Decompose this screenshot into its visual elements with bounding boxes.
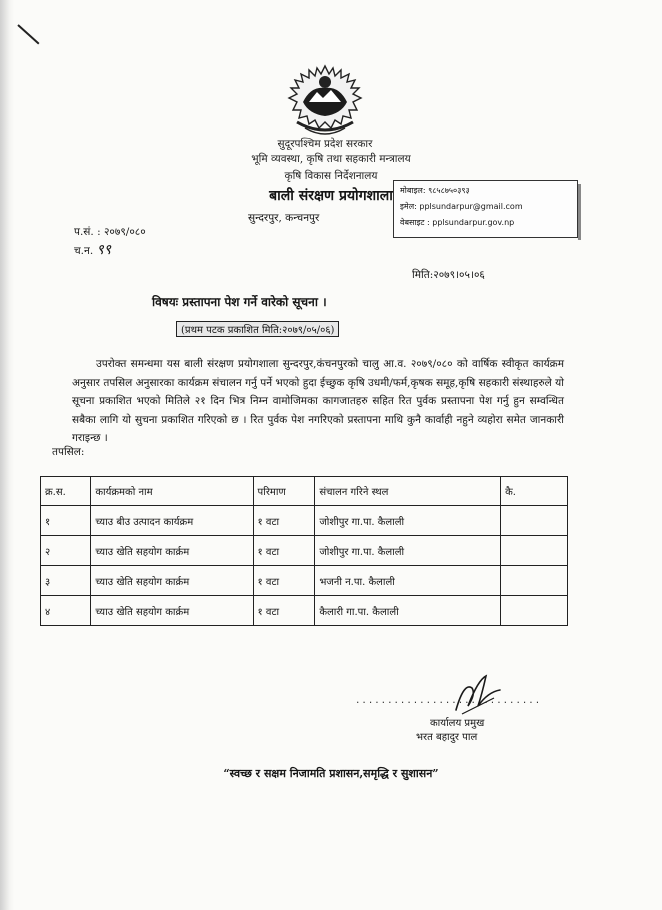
cell-location: कैलारी गा.पा. कैलाली	[315, 596, 501, 626]
signer-name: भरत बहादुर पाल	[416, 732, 478, 743]
col-serial: क्र.स.	[41, 477, 91, 506]
published-stamp: (प्रथम पटक प्रकाशित मिति:२०७९/०५/०६)	[176, 321, 339, 337]
cell-location: जोशीपुर गा.पा. कैलाली	[315, 506, 501, 536]
cell-serial: १	[41, 506, 91, 536]
handwritten-signature-icon	[448, 672, 508, 718]
contact-box-shadow	[578, 184, 581, 240]
tapasil-label: तपसिल:	[52, 446, 85, 458]
cell-quantity: १ वटा	[253, 506, 315, 536]
table-row	[41, 506, 568, 536]
cell-program-name: च्याउ खेति सहयोग कार्क्रम	[91, 536, 253, 566]
gov-directorate-line: कृषि विकास निर्देशनालय	[284, 170, 378, 182]
signer-title: कार्यालय प्रमुख	[430, 718, 485, 729]
chalani-number: ९९	[96, 242, 112, 258]
cell-quantity: १ वटा	[253, 596, 315, 626]
chalani-row	[74, 240, 111, 259]
table-row	[41, 536, 568, 566]
footer-slogan: “स्वच्छ र सक्षम निजामति प्रशासन,समृद्धि र सुशासन”	[223, 767, 439, 780]
cell-serial: ३	[41, 566, 91, 596]
corner-pen-mark	[17, 24, 39, 44]
cell-location: जोशीपुर गा.पा. कैलाली	[315, 536, 501, 566]
gov-province-line: सुदूरपश्चिम प्रदेश सरकार	[277, 138, 373, 150]
cell-program-name: च्याउ खेति सहयोग कार्क्रम	[91, 596, 253, 626]
cell-remarks	[501, 566, 568, 596]
contact-mobile: मोबाइल: ९८५८७५०३९३	[400, 186, 470, 195]
contact-website: वेबसाइट : pplsundarpur.gov.np	[400, 218, 515, 227]
cell-serial: ४	[41, 596, 91, 626]
chalani-label: च.न.	[74, 245, 94, 257]
notice-subject: विषयः प्रस्तापना पेश गर्ने वारेको सूचना ।	[152, 295, 327, 309]
nepal-emblem-icon	[275, 62, 375, 144]
gov-ministry-line: भूमि व्यवस्था, कृषि तथा सहकारी मन्त्रालय	[251, 153, 411, 165]
notice-date: मिति:२०७९।०५।०६	[412, 269, 485, 281]
lab-title: बाली संरक्षण प्रयोगशाला	[269, 188, 393, 204]
col-program-name: कार्यक्रमको नाम	[91, 477, 253, 506]
program-table	[40, 476, 568, 626]
cell-quantity: १ वटा	[253, 536, 315, 566]
cell-program-name: च्याउ बीउ उत्पादन कार्यक्रम	[91, 506, 253, 536]
cell-location: भजनी न.पा. कैलाली	[315, 566, 501, 596]
cell-remarks	[501, 536, 568, 566]
notice-body: उपरोक्त समन्धमा यस बाली संरक्षण प्रयोगशाला सुन्दरपुर,कंचनपुरको चालु आ.व. २०७९/०८० को वार्षिक स्वीकृत कार्यक्रम अनुसार तपसिल अनुसारका कार्यक्रम संचालन गर्नु पर्ने भएको हुदा ईच्छुक कृषि उधमी/फर्म,कृषक समूह,कृषि सहकारी संस्थाहरुले यो सूचना प्रकाशित भएको मितिले २१ दिन भित्र निम्न वामोजिमका कागजातहरु सहित रित पुर्वक प्रस्तापना पेश गर्नु हुन सम्वन्धित सबैका लागि यो सुचना प्रकाशित गरिएको छ । रित पुर्वक पेश नगरिएको प्रस्तापना माथि कुनै कार्वाही नहुने व्यहोरा समेत जानकारी गराइन्छ ।	[72, 358, 564, 444]
signature-line: .............................	[355, 696, 542, 706]
cell-remarks	[501, 506, 568, 536]
patra-sankhya: प.सं. : २०७९/०८०	[74, 226, 146, 238]
table-row	[41, 596, 568, 626]
cell-serial: २	[41, 536, 91, 566]
contact-box	[393, 180, 578, 238]
col-location: संचालन गरिने स्थल	[315, 477, 501, 506]
col-quantity: परिमाण	[253, 477, 315, 506]
col-remarks: कै.	[501, 477, 568, 506]
lab-address: सुन्दरपुर, कन्चनपुर	[248, 212, 320, 224]
table-row	[41, 566, 568, 596]
cell-remarks	[501, 596, 568, 626]
contact-email: इमेल: pplsundarpur@gmail.com	[400, 202, 523, 211]
cell-program-name: च्याउ खेति सहयोग कार्क्रम	[91, 566, 253, 596]
table-header-row	[41, 477, 568, 506]
cell-quantity: १ वटा	[253, 566, 315, 596]
